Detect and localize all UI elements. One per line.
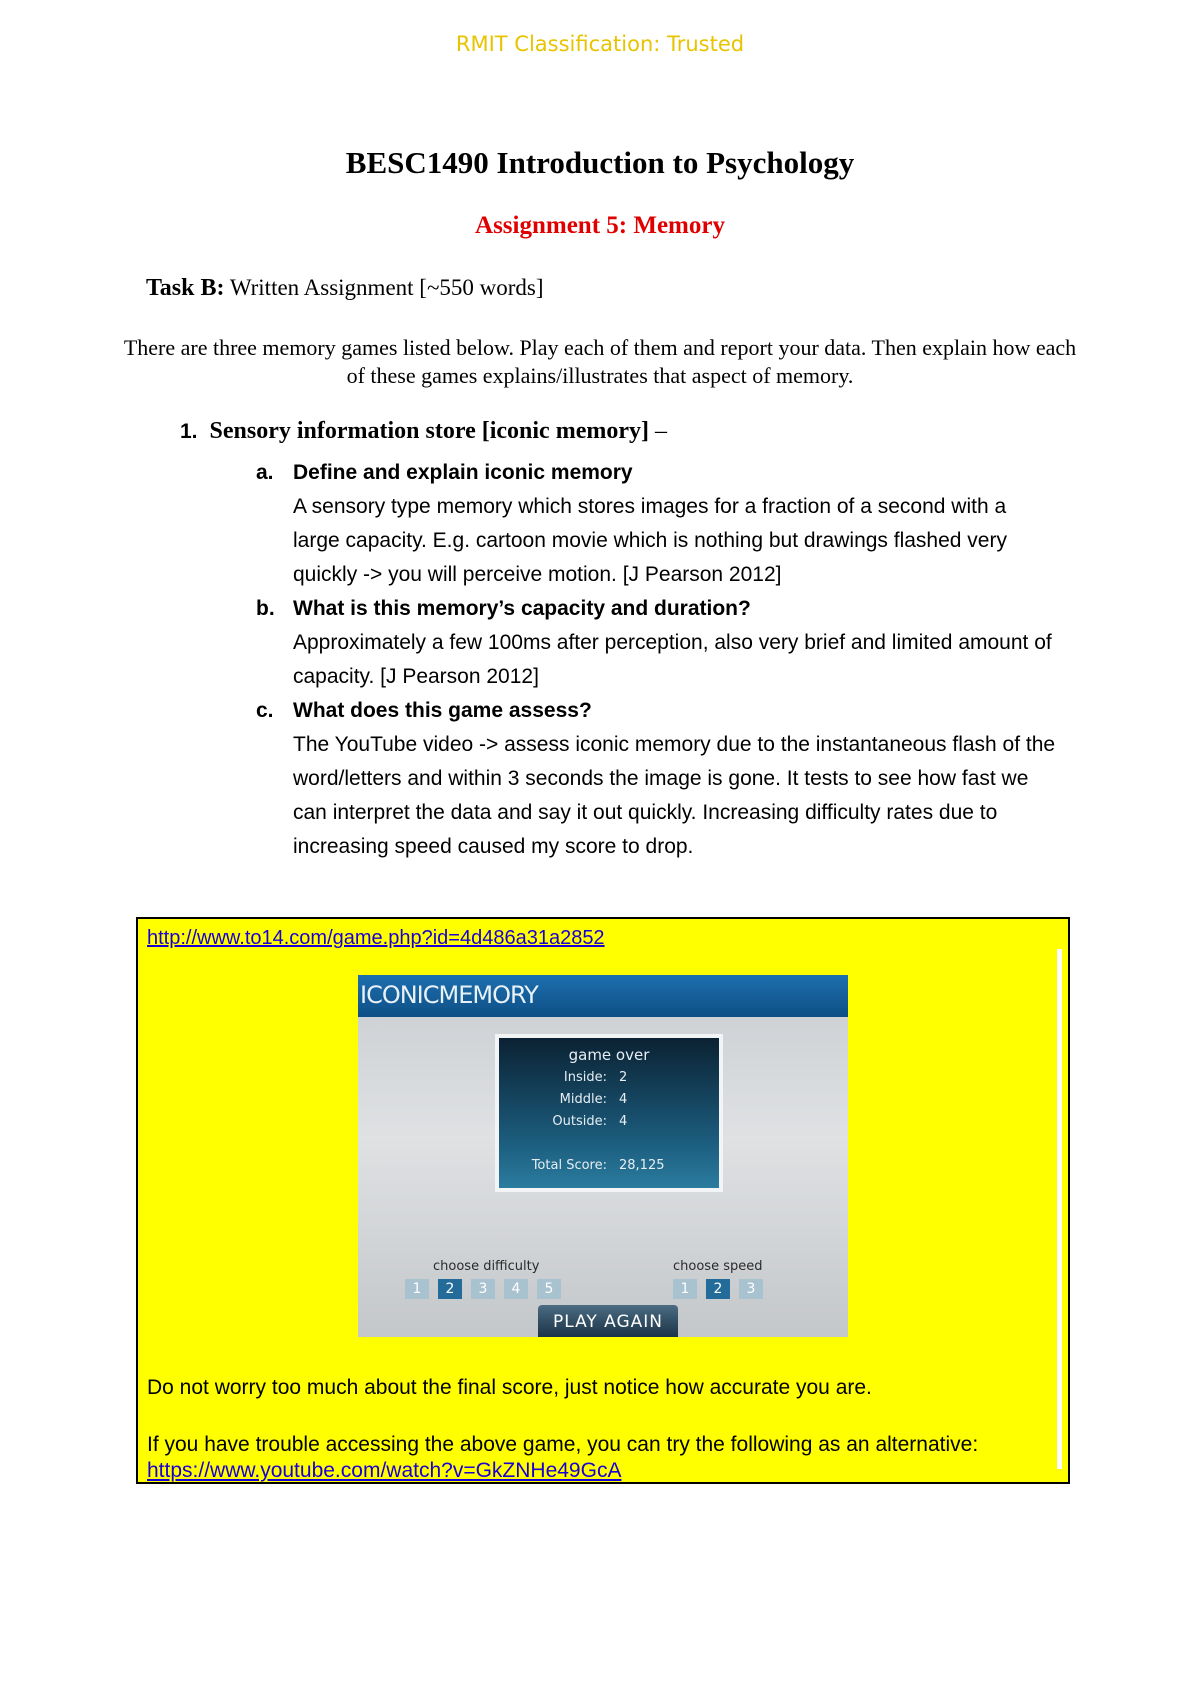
- subquestion-question: What does this game assess?: [293, 699, 592, 722]
- subquestion-letter: c.: [256, 699, 274, 722]
- subquestion-letter: a.: [256, 461, 274, 484]
- subquestion-b: [256, 592, 1056, 694]
- alternative-note: If you have trouble accessing the above game, you can try the following as an alternative:: [147, 1433, 979, 1456]
- game-info-box: [136, 917, 1070, 1484]
- question-heading: [180, 418, 667, 445]
- game-over-panel: [495, 1034, 723, 1192]
- question-title: Sensory information store [iconic memory]: [209, 418, 649, 444]
- speed-option[interactable]: 1: [673, 1279, 697, 1299]
- task-text: Written Assignment [~550 words]: [229, 275, 544, 300]
- game-header: [358, 975, 848, 1017]
- youtube-link[interactable]: https://www.youtube.com/watch?v=GkZNHe49GcA: [147, 1459, 622, 1482]
- game-logo: ICONICMEMORY: [360, 981, 538, 1009]
- speed-option[interactable]: 3: [739, 1279, 763, 1299]
- difficulty-option[interactable]: 4: [504, 1279, 528, 1299]
- subquestion-answer: A sensory type memory which stores images for a fraction of a second with a large capacity. E.g. cartoon movie which is nothing but drawings flashed very quickly -> you will perceive motion. [J Pearson 2012]: [293, 495, 1007, 586]
- game-link[interactable]: http://www.to14.com/game.php?id=4d486a31a2852: [147, 927, 605, 949]
- subquestion-answer: Approximately a few 100ms after perception, also very brief and limited amount of capacity. [J Pearson 2012]: [293, 631, 1052, 688]
- speed-label: choose speed: [673, 1259, 763, 1274]
- speed-option[interactable]: 2: [706, 1279, 730, 1299]
- page-title: BESC1490 Introduction to Psychology: [345, 145, 855, 180]
- subquestion-a: [256, 456, 1056, 592]
- score-note: Do not worry too much about the final score, just notice how accurate you are.: [147, 1376, 872, 1399]
- assignment-subtitle: Assignment 5: Memory: [475, 212, 725, 239]
- play-again-button[interactable]: PLAY AGAIN: [538, 1305, 678, 1337]
- subquestion-answer: The YouTube video -> assess iconic memory due to the instantaneous flash of the word/letters and within 3 seconds the image is gone. It tests to see how fast we can interpret the data and say it out quickly. Increasing difficulty rates due to increasing speed caused my score to drop.: [293, 733, 1056, 858]
- task-label: Task B:: [146, 275, 225, 301]
- total-value: 28,125: [619, 1158, 665, 1173]
- subquestion-question: What is this memory’s capacity and duration?: [293, 597, 751, 620]
- outside-value: 4: [619, 1114, 628, 1129]
- inside-value: 2: [619, 1070, 628, 1085]
- difficulty-option[interactable]: 1: [405, 1279, 429, 1299]
- panel-title: game over: [568, 1046, 650, 1064]
- intro-paragraph: There are three memory games listed below. Play each of them and report your data. Then explain how each of these games explains/illustrates that aspect of memory.: [123, 335, 1077, 388]
- question-dash: –: [648, 418, 667, 444]
- middle-label: Middle:: [559, 1092, 607, 1107]
- classification-label: RMIT Classification: Trusted: [455, 32, 745, 56]
- outside-label: Outside:: [552, 1114, 607, 1129]
- difficulty-label: choose difficulty: [433, 1259, 540, 1274]
- subquestion-question: Define and explain iconic memory: [293, 461, 633, 484]
- task-line: [146, 275, 544, 302]
- difficulty-option[interactable]: 5: [537, 1279, 561, 1299]
- difficulty-option[interactable]: 2: [438, 1279, 462, 1299]
- subquestion-letter: b.: [256, 597, 275, 620]
- total-label: Total Score:: [531, 1158, 607, 1173]
- subquestion-c: [256, 694, 1056, 864]
- question-number: 1.: [180, 420, 198, 443]
- inside-label: Inside:: [563, 1070, 607, 1085]
- middle-value: 4: [619, 1092, 628, 1107]
- game-screenshot: [358, 975, 848, 1337]
- box-edge: [1057, 949, 1062, 1469]
- difficulty-option[interactable]: 3: [471, 1279, 495, 1299]
